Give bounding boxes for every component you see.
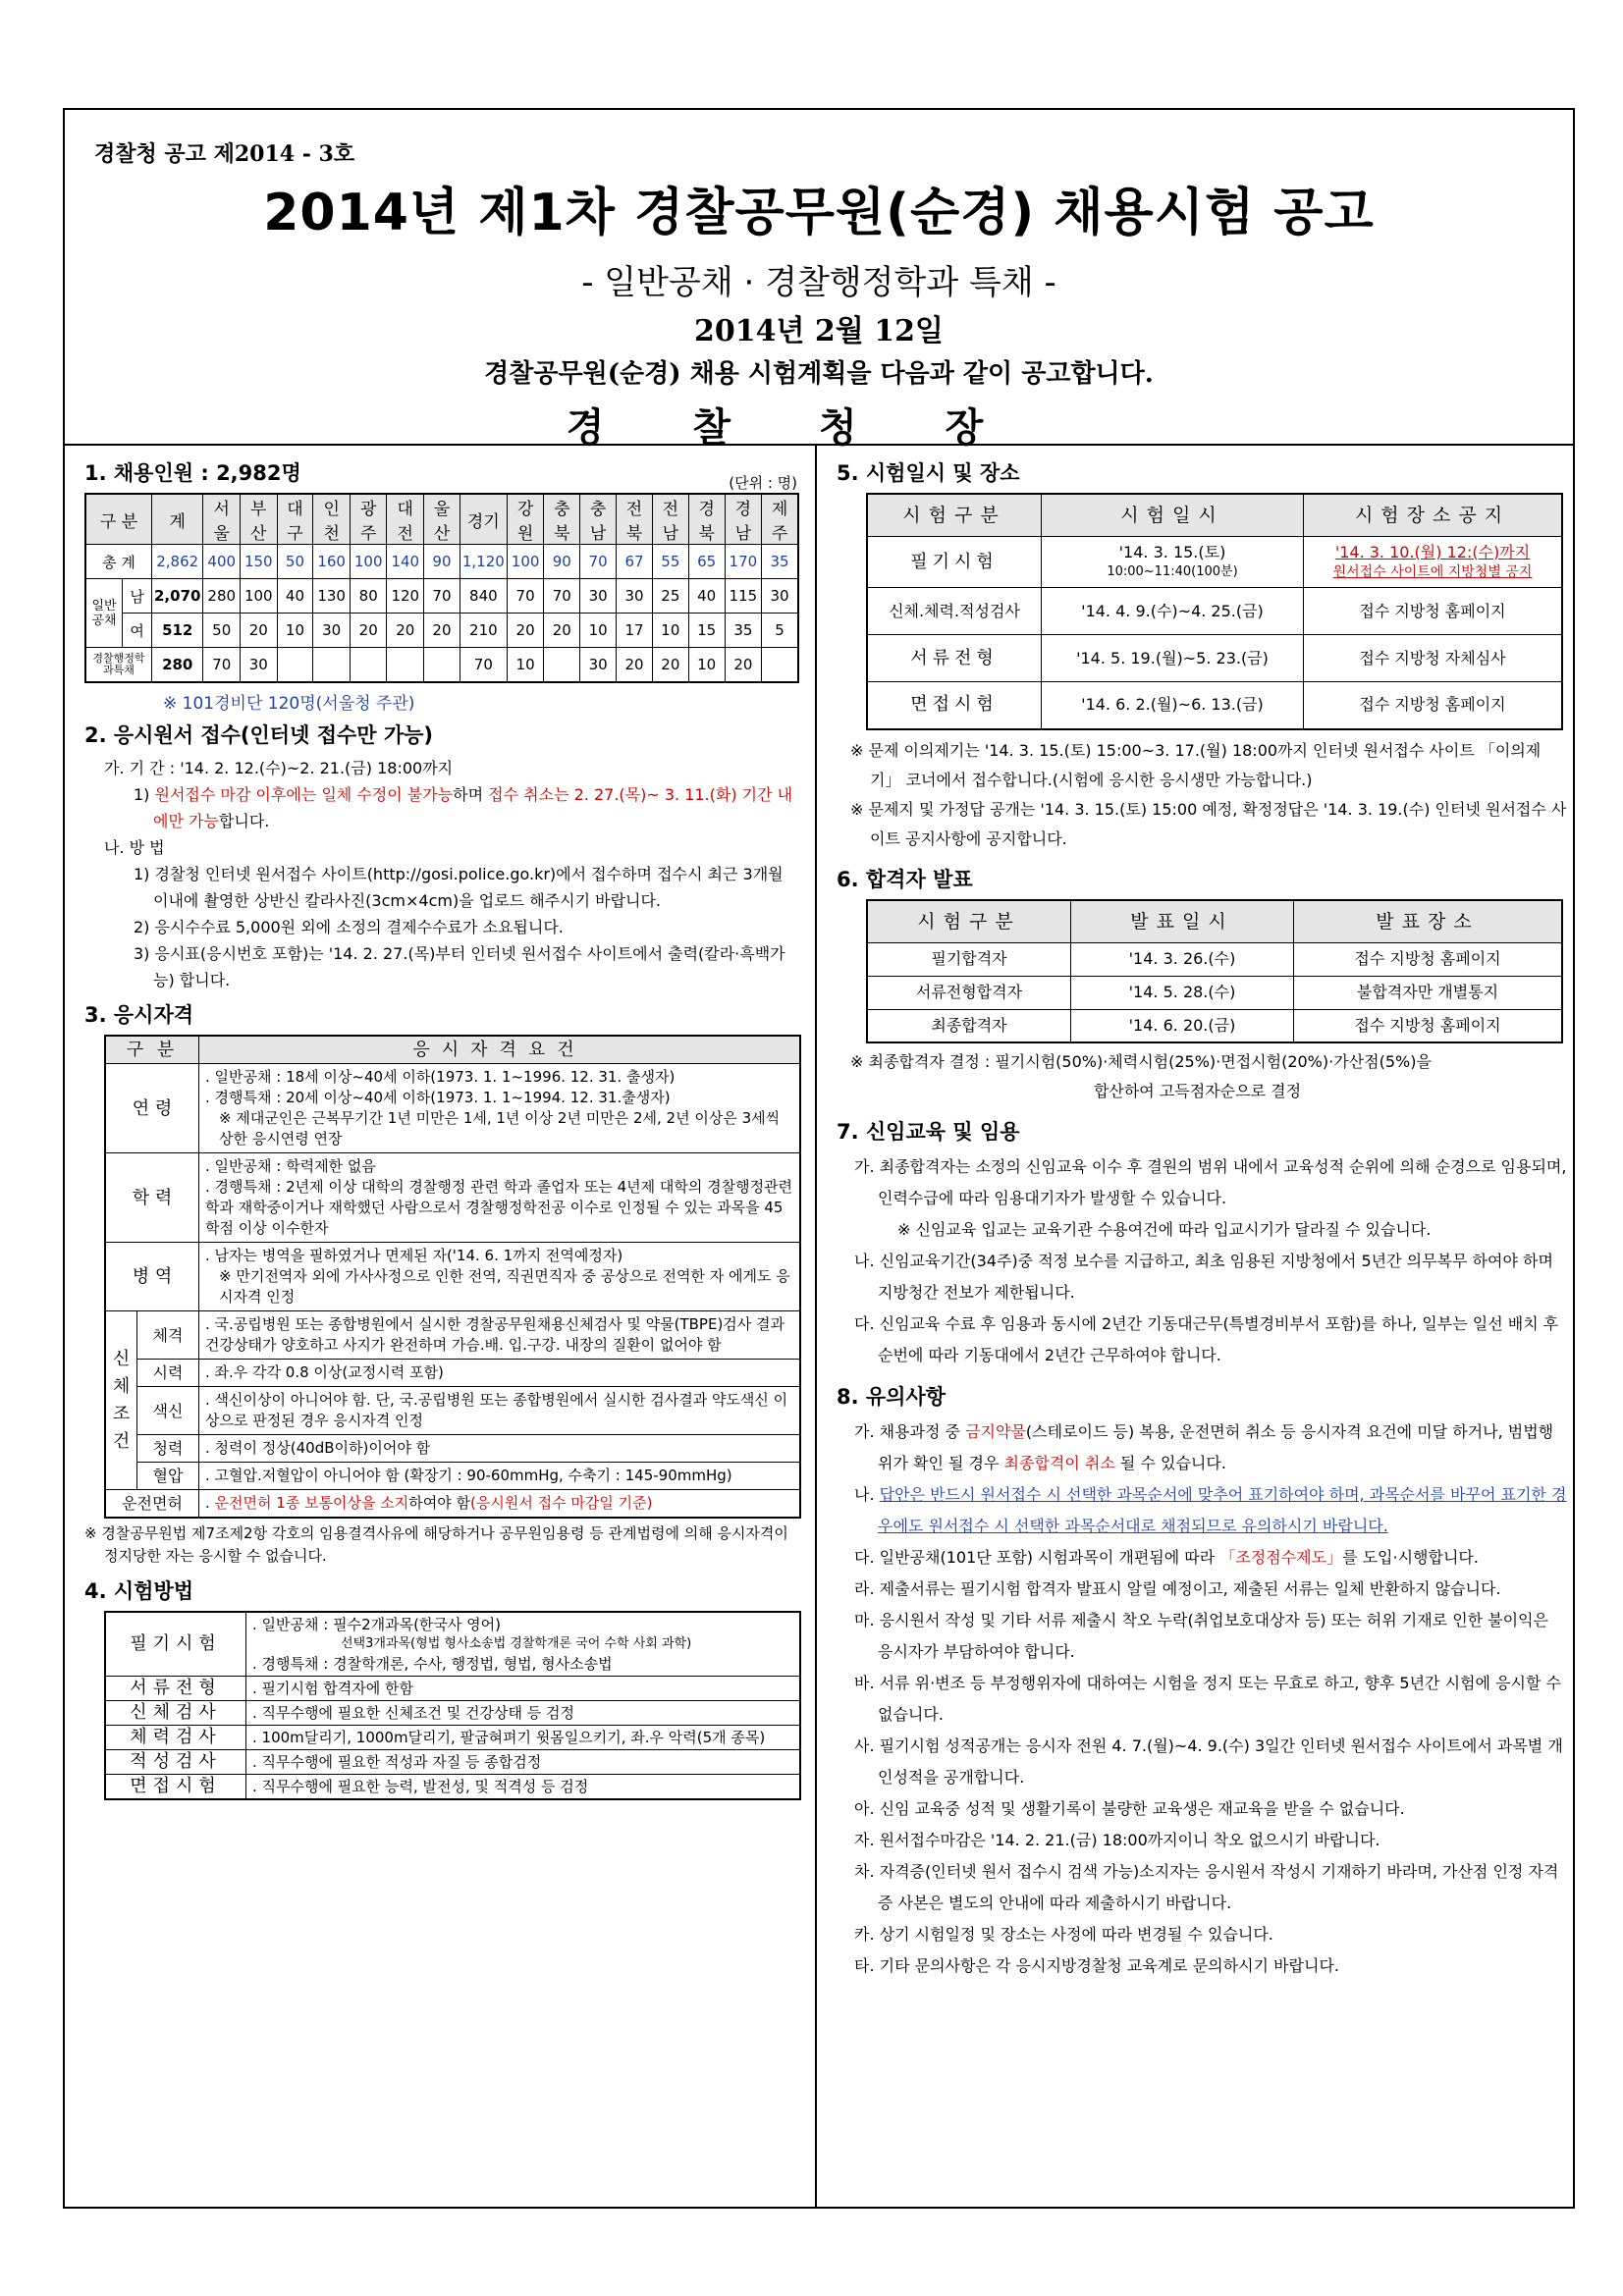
table-header-cell: 전북 [617,494,653,545]
table-row-female [85,614,798,648]
table-header-cell: 대전 [387,494,424,545]
table-row-special [85,648,798,683]
column-divider [815,444,817,2209]
notice-header [65,110,1573,451]
method-label: 나. 방 법 [104,838,165,857]
table-row [867,976,1562,1009]
table-cell [199,1153,801,1243]
table-header-row [867,900,1562,943]
table-cell: 70 [460,648,507,683]
text: 하여야 함 [408,1494,471,1512]
final-note-1: ※ 최종합격자 결정 : 필기시험(50%)·체력시험(25%)·면접시험(20%)·가산점(5%)을 [850,1052,1432,1071]
text: 하며 [453,785,489,804]
table-cell: '14. 6. 20.(금) [1071,1009,1294,1042]
text: . [205,1494,215,1512]
text: 를 도입·시행합니다. [1342,1548,1479,1567]
table-row [105,1701,800,1726]
table-cell: . 직무수행에 필요한 신체조건 및 건강상태 등 검정 [246,1701,801,1726]
text: . 남자는 병역을 필하였거나 면제된 자('14. 6. 1까지 전역예정자) [205,1247,623,1264]
table-header-cell: 시험구분 [867,900,1071,943]
table-header-cell: 강원 [507,494,544,545]
table-cell: 100 [241,579,278,614]
text: 나. [854,1485,880,1504]
text: 일반공채(101단 포함) 시험과목이 개편됨에 따라 [879,1548,1220,1567]
row-label: 신체.체력.적성검사 [867,588,1042,635]
table-cell: 필기합격자 [867,942,1071,976]
text: '14. 3. 15.(토) [1118,542,1226,561]
text: . 경행특채 : 경찰학개론, 수사, 행정법, 형법, 형사소송법 [252,1655,613,1673]
table-cell [1042,537,1304,588]
training-note: ※ 신임교육 입교는 교육기관 수용여건에 따라 입교시기가 달라질 수 있습니다. [897,1220,1432,1239]
table-cell [387,648,424,683]
table-row [105,1153,800,1243]
table-cell: 80 [350,579,387,614]
table-cell: 서류전형합격자 [867,976,1071,1009]
table-cell: 65 [688,545,725,579]
table-cell: 40 [277,579,313,614]
table-cell: 170 [725,545,762,579]
table-header-cell: 전남 [652,494,688,545]
row-label: 서류전형 [105,1677,246,1701]
text: '14. 3. 10.(월) 12:(수)까지 [1334,542,1531,561]
period-line: 가. 기 간 : '14. 2. 12.(수)~2. 21.(금) 18:00까지 [104,759,454,777]
section-4-title: 4. 시험방법 [84,1579,194,1603]
section-8-title: 8. 유의사항 [837,1385,947,1409]
table-cell: 70 [507,579,544,614]
row-label: 학 력 [105,1153,199,1243]
text: . 일반공채 : 18세 이상~40세 이하(1973. 1. 1~1996. 12. 31. 출생자) [205,1068,676,1086]
table-cell [199,1243,801,1311]
row-label: 면접시험 [105,1775,246,1800]
table-header-cell: 충북 [544,494,580,545]
left-column [75,454,801,1800]
table-header-cell: 울산 [424,494,460,545]
table-cell: 20 [424,614,460,648]
row-label: 면접시험 [867,682,1042,729]
table-header-cell: 제주 [762,494,798,545]
table-cell: 90 [424,545,460,579]
table-header-cell: 서울 [203,494,241,545]
row-label: 시력 [137,1360,199,1387]
exam-method-table [104,1611,801,1800]
table-header-cell: 계 [152,494,203,545]
table-cell: 35 [762,545,798,579]
table-header-cell: 경남 [725,494,762,545]
row-label: 혈압 [137,1463,199,1490]
text: 가. 채용과정 중 [854,1422,966,1441]
caution-item-h: 아. 신임 교육중 성적 및 생활기록이 불량한 교육생은 재교육을 받을 수 없습니다. [854,1799,1405,1818]
schedule-note-1: ※ 문제 이의제기는 '14. 3. 15.(토) 15:00~3. 17.(월) 18:00까지 인터넷 원서접수 사이트 「이의제기」 코너에서 접수합니다.(시험에 응시한 응시생만 가능합니다.) [850,740,1542,789]
text: 「조정점수제도」 [1219,1548,1343,1567]
table-cell: 2,862 [152,545,203,579]
section-1-title: 1. 채용인원 : 2,982명 [84,461,301,485]
table-cell: 55 [652,545,688,579]
section-3-title: 3. 응시자격 [84,1003,194,1027]
table-header-row [867,494,1562,537]
table-row [867,537,1562,588]
table-cell: 17 [617,614,653,648]
section-6-title: 6. 합격자 발표 [837,867,973,891]
row-label: 적성검사 [105,1750,246,1775]
table-cell: 20 [617,648,653,683]
table-cell: 25 [652,579,688,614]
table-row-total [85,545,798,579]
table-cell: 20 [350,614,387,648]
table-header-cell: 시험장소공지 [1304,494,1563,537]
table-cell: 70 [203,648,241,683]
row-label: 남 [123,579,152,614]
table-cell: 512 [152,614,203,648]
table-cell: 50 [203,614,241,648]
caution-item-i: 자. 원서접수마감은 '14. 2. 21.(금) 18:00까지이니 착오 없으시기 바랍니다. [854,1831,1380,1849]
recruit-note: ※ 101경비단 120명(서울청 주관) [163,694,415,714]
table-cell: 10 [688,648,725,683]
table-header-cell: 충남 [580,494,617,545]
qualification-table [104,1035,801,1519]
table-cell: 5 [762,614,798,648]
table-cell: 10 [507,648,544,683]
table-cell: . 색신이상이 아니어야 함. 단, 국.공립병원 또는 종합병원에서 실시한 검사결과 약도색신 이상으로 판정된 경우 응시자격 인정 [199,1387,801,1435]
caution-item-e: 마. 응시원서 작성 및 기타 서류 제출시 착오 누락(취업보호대상자 등) 또는 허위 기재로 인한 불이익은 응시자가 부담하여야 합니다. [854,1611,1549,1661]
table-cell: '14. 4. 9.(수)~4. 25.(금) [1042,588,1304,635]
table-cell [762,648,798,683]
table-cell: 70 [424,579,460,614]
table-cell: 30 [762,579,798,614]
table-row [105,1726,800,1750]
row-label: 체격 [137,1311,199,1360]
table-cell: . 청력이 정상(40dB이하)이어야 함 [199,1435,801,1463]
text: (응시원서 접수 마감일 기준) [470,1494,653,1512]
text: 1) [134,785,155,804]
table-cell: 접수 지방청 홈페이지 [1294,1009,1563,1042]
text: 운전면허 1종 보통이상을 소지 [214,1494,409,1512]
table-header-cell: 인천 [313,494,351,545]
page-subtitle: - 일반공채 · 경찰행정학과 특채 - [581,263,1056,302]
method-item-3: 3) 응시표(응시번호 포함)는 '14. 2. 27.(목)부터 인터넷 원서접수 사이트에서 출력(칼라·흑백가능) 합니다. [134,944,785,989]
caution-item-j: 차. 자격증(인터넷 원서 접수시 검색 가능)소지자는 응시원서 작성시 기재하기 바라며, 가산점 인정 자격증 사본은 별도의 안내에 따라 제출하시기 바랍니다. [854,1862,1559,1912]
table-cell: 2,070 [152,579,203,614]
section-7-title: 7. 신임교육 및 임용 [837,1120,1020,1144]
table-row [105,1490,800,1519]
table-cell: . 국.공립병원 또는 종합병원에서 실시한 경찰공무원채용신체검사 및 약물(TBPE)검사 결과 건강상태가 양호하고 사지가 완전하며 가슴.배. 입.구강. 내장의 질환이 없어야 함 [199,1311,801,1360]
table-row [105,1612,800,1677]
text: 최종합격이 취소 [1003,1454,1115,1472]
table-cell: 30 [313,614,351,648]
text: 다. [854,1548,880,1567]
table-cell [199,1490,801,1519]
notice-number: 경찰청 공고 제2014 - 3호 [94,141,355,167]
table-cell: 100 [350,545,387,579]
table-header-cell: 부산 [241,494,278,545]
table-row [867,1009,1562,1042]
method-item-2: 2) 응시수수료 5,000원 외에 소정의 결제수수료가 소요됩니다. [134,918,564,936]
table-cell [350,648,387,683]
table-cell: 840 [460,579,507,614]
training-item-b: 나. 신임교육기간(34주)중 적정 보수를 지급하고, 최초 임용된 지방청에서 5년간 의무복무 하여야 하며 지방청간 전보가 제한됩니다. [854,1252,1553,1302]
table-cell: 280 [152,648,203,683]
table-header-cell: 광주 [350,494,387,545]
training-item-c: 다. 신임교육 수료 후 임용과 동시에 2년간 기동대근무(특별경비부서 포함)를 하나, 일부는 일선 배치 후 순번에 따라 기동대에서 2년간 근무하여야 합니다. [854,1314,1559,1364]
table-cell [277,648,313,683]
table-cell: 100 [507,545,544,579]
notice-date: 2014년 2월 12일 [694,314,944,348]
table-header-row [105,1036,800,1064]
table-header-cell: 발표일시 [1071,900,1294,943]
table-cell [544,648,580,683]
table-cell: '14. 3. 26.(수) [1071,942,1294,976]
table-cell: 140 [387,545,424,579]
table-cell: '14. 5. 19.(월)~5. 23.(금) [1042,635,1304,682]
table-cell: 160 [313,545,351,579]
table-cell: 35 [725,614,762,648]
schedule-note-2: ※ 문제지 및 가정답 공개는 '14. 3. 15.(토) 15:00 예정, 확정정답은 '14. 3. 19.(수) 인터넷 원서접수 사이트 공지사항에 공지합니다. [850,799,1567,848]
table-cell [424,648,460,683]
caution-item-g: 사. 필기시험 성적공개는 응시자 전원 4. 7.(월)~4. 9.(수) 3일간 인터넷 원서접수 사이트에서 과목별 개인성적을 공개합니다. [854,1736,1563,1787]
text: (스테로이드 등) 복용, 운전면허 취소 등 응시자격 요건에 미달 하거나, 범법행위가 확인 될 경우 [878,1422,1554,1472]
table-cell: 30 [580,579,617,614]
table-row [867,682,1562,729]
qualification-footnote: ※ 경찰공무원법 제7조제2항 각호의 임용결격사유에 해당하거나 공무원임용령 등 관계법령에 의해 응시자격이 정지당한 자는 응시할 수 없습니다. [84,1524,788,1565]
row-label: 필기시험 [867,537,1042,588]
table-cell: 1,120 [460,545,507,579]
text: ※ 만기전역자 외에 가사사정으로 인한 전역, 직권면직자 중 공상으로 전역한 자 에게도 응시자격 인정 [219,1267,790,1306]
table-cell: 10 [652,614,688,648]
table-row [105,1064,800,1153]
table-cell: 접수 지방청 자체심사 [1304,635,1563,682]
recruitment-table [84,493,799,683]
text: 금지약물 [965,1422,1026,1441]
table-header-row [85,494,798,545]
table-row [105,1311,800,1360]
text: 될 수 있습니다. [1114,1454,1226,1472]
table-row [105,1750,800,1775]
table-cell: 10 [277,614,313,648]
table-cell: 30 [580,648,617,683]
table-row [867,635,1562,682]
table-cell: 15 [688,614,725,648]
row-label: 필기시험 [105,1612,246,1677]
page-title: 2014년 제1차 경찰공무원(순경) 채용시험 공고 [263,184,1375,242]
table-cell: 접수 지방청 홈페이지 [1304,682,1563,729]
table-cell: 70 [580,545,617,579]
table-cell: '14. 6. 2.(월)~6. 13.(금) [1042,682,1304,729]
text: 원서접수 사이트에 지방청별 공지 [1332,563,1533,580]
text: . 일반공채 : 필수2개과목(한국사 영어) [252,1616,502,1633]
text: 답안은 반드시 원서접수 시 선택한 과목순서에 맞추어 표기하여야 하며, 과목순서를 바꾸어 표기한 경우에도 원서접수 시 선택한 과목순서대로 채점되므로 유의하시기 바랍니다. [878,1485,1567,1535]
table-header-cell: 경북 [688,494,725,545]
section-2-title: 2. 응시원서 접수(인터넷 접수만 가능) [84,723,434,747]
table-cell [313,648,351,683]
text: 10:00~11:40(100분) [1107,563,1238,579]
table-header-cell: 발표장소 [1294,900,1563,943]
caution-item-b [827,1479,1568,1542]
notice-frame [63,108,1575,2209]
row-label: 체력검사 [105,1726,246,1750]
table-row [105,1677,800,1701]
table-cell: . 직무수행에 필요한 능력, 발전성, 및 적격성 등 검정 [246,1775,801,1800]
table-cell: 130 [313,579,351,614]
text: 원서접수 마감 이후에는 일체 수정이 불가능 [154,785,454,804]
table-cell: 20 [241,614,278,648]
text: 선택3개과목(형법 형사소송법 경찰학개론 국어 수학 사회 과학) [341,1636,692,1651]
table-cell: 400 [203,545,241,579]
caution-item-k: 카. 상기 시험일정 및 장소는 사정에 따라 변경될 수 있습니다. [854,1925,1273,1944]
table-cell: 20 [652,648,688,683]
table-cell: 접수 지방청 홈페이지 [1304,588,1563,635]
row-label: 청력 [137,1435,199,1463]
table-cell: 20 [387,614,424,648]
caution-item-a [827,1416,1568,1479]
row-label: 운전면허 [105,1490,199,1519]
table-cell [246,1612,801,1677]
period-note [75,781,801,834]
table-header-cell: 구 분 [105,1036,199,1064]
text: ※ 제대군인은 근복무기간 1년 미만은 1세, 1년 이상 2년 미만은 2세, 2년 이상은 3세씩 상한 응시연령 연장 [219,1109,781,1148]
text: . 일반공채 : 학력제한 없음 [205,1157,376,1175]
notice-signer: 경찰청장 [566,404,1072,451]
table-cell [1304,537,1563,588]
row-label: 병 역 [105,1243,199,1311]
unit-label: (단위 : 명) [729,474,797,492]
table-cell: 접수 지방청 홈페이지 [1294,942,1563,976]
final-note-2: 합산하여 고득점자순으로 결정 [1093,1082,1302,1100]
row-group-label: 일반공채 [85,579,123,648]
table-header-cell: 경기 [460,494,507,545]
table-cell: 30 [241,648,278,683]
row-label: 신체검사 [105,1701,246,1726]
table-cell: . 좌.우 각각 0.8 이상(교정시력 포함) [199,1360,801,1387]
table-row [105,1775,800,1800]
row-group-label: 신체조건 [105,1311,137,1490]
table-row [105,1435,800,1463]
row-label: 경찰행정학과특채 [85,648,152,683]
row-label: 색신 [137,1387,199,1435]
table-cell: 115 [725,579,762,614]
table-cell: '14. 5. 28.(수) [1071,976,1294,1009]
table-cell: 40 [688,579,725,614]
table-cell: . 필기시험 합격자에 한함 [246,1677,801,1701]
table-cell: 280 [203,579,241,614]
table-cell: . 100m달리기, 1000m달리기, 팔굽혀펴기 윗몸일으키기, 좌.우 악력(5개 종목) [246,1726,801,1750]
table-cell: . 직무수행에 필요한 적성과 자질 등 종합검정 [246,1750,801,1775]
table-cell: 20 [507,614,544,648]
table-cell: 150 [241,545,278,579]
table-cell: . 고혈압.저혈압이 아니어야 함 (확장기 : 90-60mmHg, 수축기 : 145-90mmHg) [199,1463,801,1490]
row-label: 연 령 [105,1064,199,1153]
caution-item-d: 라. 제출서류는 필기시험 합격자 발표시 알릴 예정이고, 제출된 서류는 일체 반환하지 않습니다. [854,1579,1501,1598]
row-label: 총 계 [85,545,152,579]
table-header-cell: 구 분 [85,494,152,545]
table-header-cell: 대구 [277,494,313,545]
exam-schedule-table [866,493,1563,730]
method-item-1: 1) 경찰청 인터넷 원서접수 사이트(http://gosi.police.go.kr)에서 접수하며 접수시 최근 3개월 이내에 촬영한 상반신 칼라사진(3cm×4cm)을 업로드 해주시기 바랍니다. [134,865,784,910]
notice-intro: 경찰공무원(순경) 채용 시험계획을 다음과 같이 공고합니다. [484,359,1154,389]
header-divider [65,444,1573,446]
table-cell: 50 [277,545,313,579]
table-header-cell: 시험구분 [867,494,1042,537]
text: 접수 취소는 2. 27.(목)~ 3. 11.(화) 기간 내에만 가능 [153,785,793,830]
table-cell [199,1064,801,1153]
table-row [105,1463,800,1490]
table-row [867,942,1562,976]
training-item-a: 가. 최종합격자는 소정의 신임교육 이수 후 결원의 범위 내에서 교육성적 순위에 의해 순경으로 임용되며, 인력수급에 따라 임용대기자가 발생할 수 있습니다. [854,1157,1567,1207]
table-cell: 20 [544,614,580,648]
section-5-title: 5. 시험일시 및 장소 [837,461,1020,485]
right-column [827,454,1568,1982]
table-cell: 불합격자만 개별통지 [1294,976,1563,1009]
table-row-male [85,579,798,614]
table-row [105,1360,800,1387]
table-cell: 120 [387,579,424,614]
table-row [105,1243,800,1311]
caution-item-l: 타. 기타 문의사항은 각 응시지방경찰청 교육계로 문의하시기 바랍니다. [854,1956,1339,1975]
caution-item-f: 바. 서류 위·변조 등 부정행위자에 대하여는 시험을 정지 또는 무효로 하고, 향후 5년간 시험에 응시할 수 없습니다. [854,1674,1561,1724]
table-cell: 67 [617,545,653,579]
table-cell: 70 [544,579,580,614]
table-row [105,1387,800,1435]
table-cell: 최종합격자 [867,1009,1071,1042]
caution-item-c [827,1542,1568,1574]
row-label: 여 [123,614,152,648]
table-row [867,588,1562,635]
table-cell: 10 [580,614,617,648]
table-cell: 20 [725,648,762,683]
table-header-cell: 응시자격요건 [199,1036,801,1064]
row-label: 서류전형 [867,635,1042,682]
table-cell: 210 [460,614,507,648]
text: . 경행특채 : 20세 이상~40세 이하(1973. 1. 1~1994. 12. 31.출생자) [205,1089,671,1106]
text: . 경행특채 : 2년제 이상 대학의 경찰행정 관련 학과 졸업자 또는 4년제 대학의 경찰행정관련 학과 재학중이거나 재학했던 사람으로서 경찰행정학전공 이수로 인정될 수 있는 과목을 45학점 이상 이수한자 [205,1178,793,1237]
table-cell: 90 [544,545,580,579]
announcement-table [866,899,1563,1044]
table-cell: 30 [617,579,653,614]
table-header-cell: 시험일시 [1042,494,1304,537]
text: 합니다. [218,812,270,830]
